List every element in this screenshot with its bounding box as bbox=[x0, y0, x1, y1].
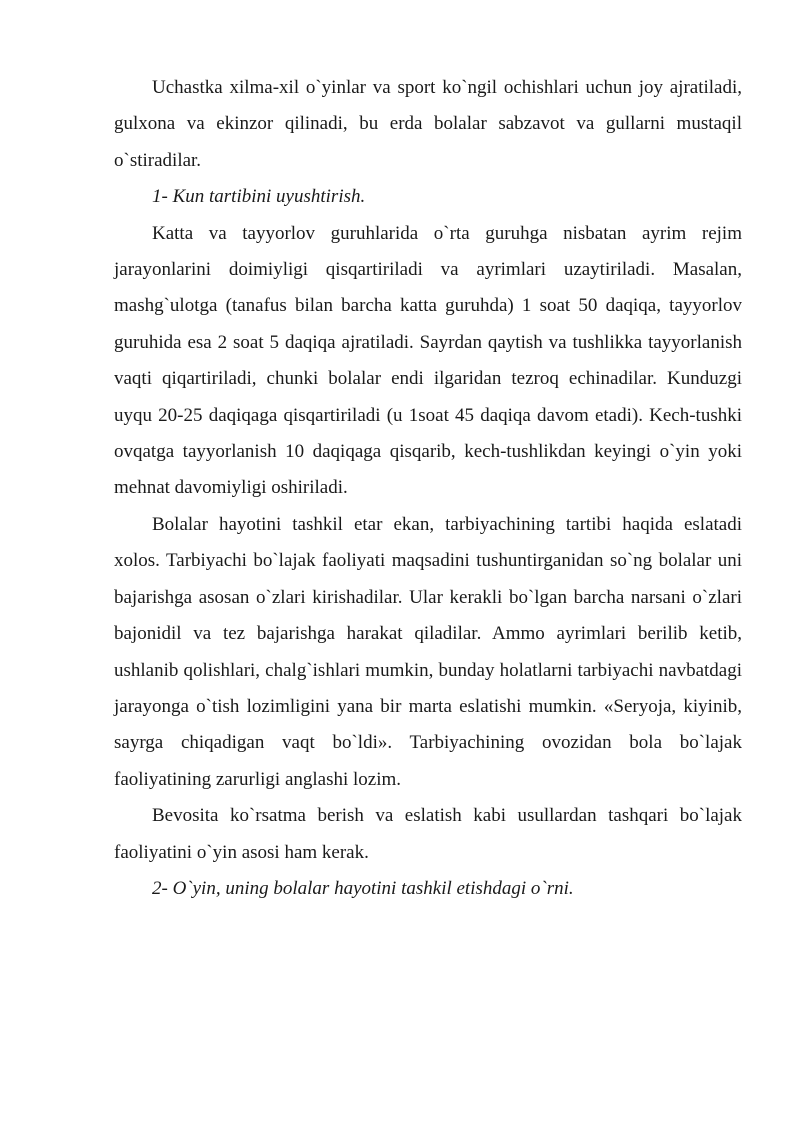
paragraph-routine-details: Katta va tayyorlov guruhlarida o`rta guruhga nisbatan ayrim rejim jarayonlarini doimiyligi qisqartiriladi va ayrimlari uzaytiriladi. Masalan, mashg`ulotga (tanafus bilan barcha katta guruhda) 1 soat 50 daqiqa, tayyorlov guruhida esa 2 soat 5 daqiqa ajratiladi. Sayrdan qaytish va tushlikka tayyorlanish vaqti qiqartiriladi, chunki bolalar endi ilgaridan tezroq echinadilar. Kunduzgi uyqu 20-25 daqiqaga qisqartiriladi (u 1soat 45 daqiqa davom etadi). Kech-tushki ovqatga tayyorlanish 10 daqiqaga qisqarib, kech-tushlikdan keyingi o`yin yoki mehnat davomiyligi oshiriladi. bbox=[114, 222, 742, 499]
paragraph-methods: Bevosita ko`rsatma berish va eslatish kabi usullardan tashqari bo`lajak faoliyatini o`yin asosi ham kerak. bbox=[114, 805, 742, 863]
section-heading-play: 2- O`yin, uning bolalar hayotini tashkil etishdagi o`rni. bbox=[152, 877, 574, 899]
paragraph-playground: Uchastka xilma-xil o`yinlar va sport ko`ngil ochishlari uchun joy ajratiladi, gulxona va ekinzor qilinadi, bu erda bolalar sabzavot va gullarni mustaqil o`stiradilar. bbox=[114, 77, 742, 171]
section-heading-daily-routine: 1- Kun tartibini uyushtirish. bbox=[152, 186, 366, 208]
paragraph-teacher-role: Bolalar hayotini tashkil etar ekan, tarbiyachining tartibi haqida eslatadi xolos. Tarbiyachi bo`lajak faoliyati maqsadini tushuntirganidan so`ng bolalar uni bajarishga asosan o`zlari kirishadilar. Ular kerakli bo`lgan barcha narsani o`zlari bajonidil va tez bajarishga harakat qiladilar. Ammo ayrimlari berilib ketib, ushlanib qolishlari, chalg`ishlari mumkin, bunday holatlarni tarbiyachi navbatdagi jarayonga o`tish lozimligini yana bir marta eslatishi mumkin. «Seryoja, kiyinib, sayrga chiqadigan vaqt bo`ldi». Tarbiyachining ovozidan bola bo`lajak faoliyatining zarurligi anglashi lozim. bbox=[114, 513, 742, 790]
document-page bbox=[114, 70, 742, 907]
